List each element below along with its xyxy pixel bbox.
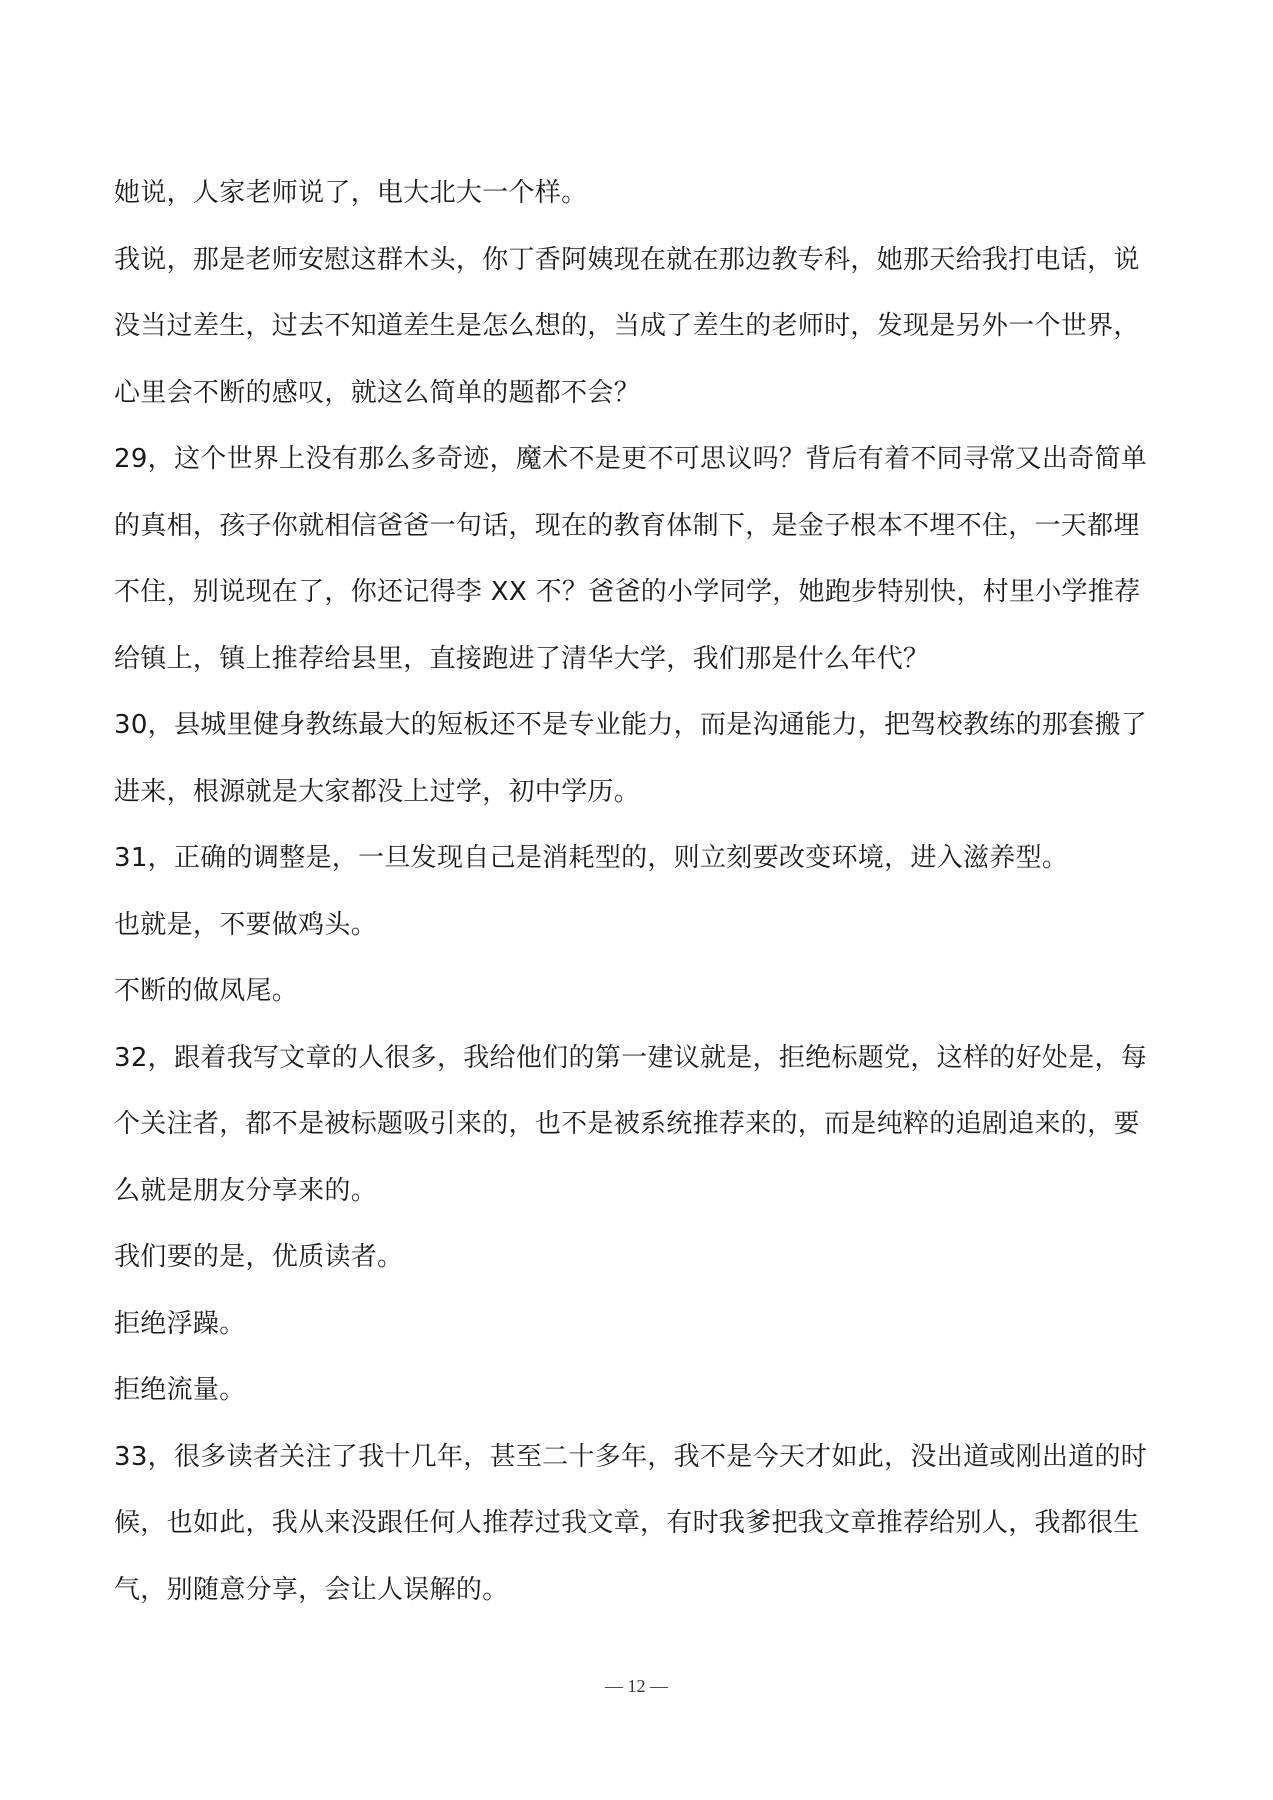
text-line: 32，跟着我写文章的人很多，我给他们的第一建议就是，拒绝标题党，这样的好处是，每 xyxy=(114,1042,1148,1073)
text-line: 拒绝浮躁。 xyxy=(114,1308,246,1339)
text-line: 的真相，孩子你就相信爸爸一句话，现在的教育体制下，是金子根本不埋不住，一天都埋 xyxy=(114,510,1140,541)
body-text xyxy=(114,160,1159,1623)
text-line: 30，县城里健身教练最大的短板还不是专业能力，而是沟通能力，把驾校教练的那套搬了 xyxy=(114,710,1148,740)
text-line: 33，很多读者关注了我十几年，甚至二十多年，我不是今天才如此，没出道或刚出道的时 xyxy=(114,1441,1148,1472)
text-line: 也就是，不要做鸡头。 xyxy=(114,909,378,940)
text-line: 进来，根源就是大家都没上过学，初中学历。 xyxy=(114,776,641,807)
text-line: 么就是朋友分享来的。 xyxy=(114,1175,378,1206)
text-line: 我说，那是老师安慰这群木头，你丁香阿姨现在就在那边教专科，她那天给我打电话，说 xyxy=(114,244,1140,275)
page-number: — 12 — xyxy=(605,1676,668,1696)
text-line: 候，也如此，我从来没跟任何人推荐过我文章，有时我爹把我文章推荐给别人，我都很生 xyxy=(114,1508,1140,1538)
text-line: 29，这个世界上没有那么多奇迹，魔术不是更不可思议吗？背后有着不同寻常又出奇简单 xyxy=(114,444,1148,474)
text-line: 31，正确的调整是，一旦发现自己是消耗型的，则立刻要改变环境，进入滋养型。 xyxy=(114,843,1069,873)
text-line: 我们要的是，优质读者。 xyxy=(114,1242,404,1272)
text-line: 不住，别说现在了，你还记得李 XX 不？爸爸的小学同学，她跑步特别快，村里小学推荐 xyxy=(114,577,1141,607)
text-line: 没当过差生，过去不知道差生是怎么想的，当成了差生的老师时，发现是另外一个世界， xyxy=(114,311,1140,341)
text-line: 气，别随意分享，会让人误解的。 xyxy=(114,1574,509,1605)
text-line: 拒绝流量。 xyxy=(114,1375,246,1405)
text-line: 给镇上，镇上推荐给县里，直接跑进了清华大学，我们那是什么年代？ xyxy=(114,643,930,674)
text-line: 不断的做凤尾。 xyxy=(114,976,299,1006)
text-line: 她说，人家老师说了，电大北大一个样。 xyxy=(114,178,588,208)
text-line: 个关注者，都不是被标题吸引来的，也不是被系统推荐来的，而是纯粹的追剧追来的，要 xyxy=(114,1109,1140,1139)
text-line: 心里会不断的感叹，就这么简单的题都不会？ xyxy=(114,377,641,408)
